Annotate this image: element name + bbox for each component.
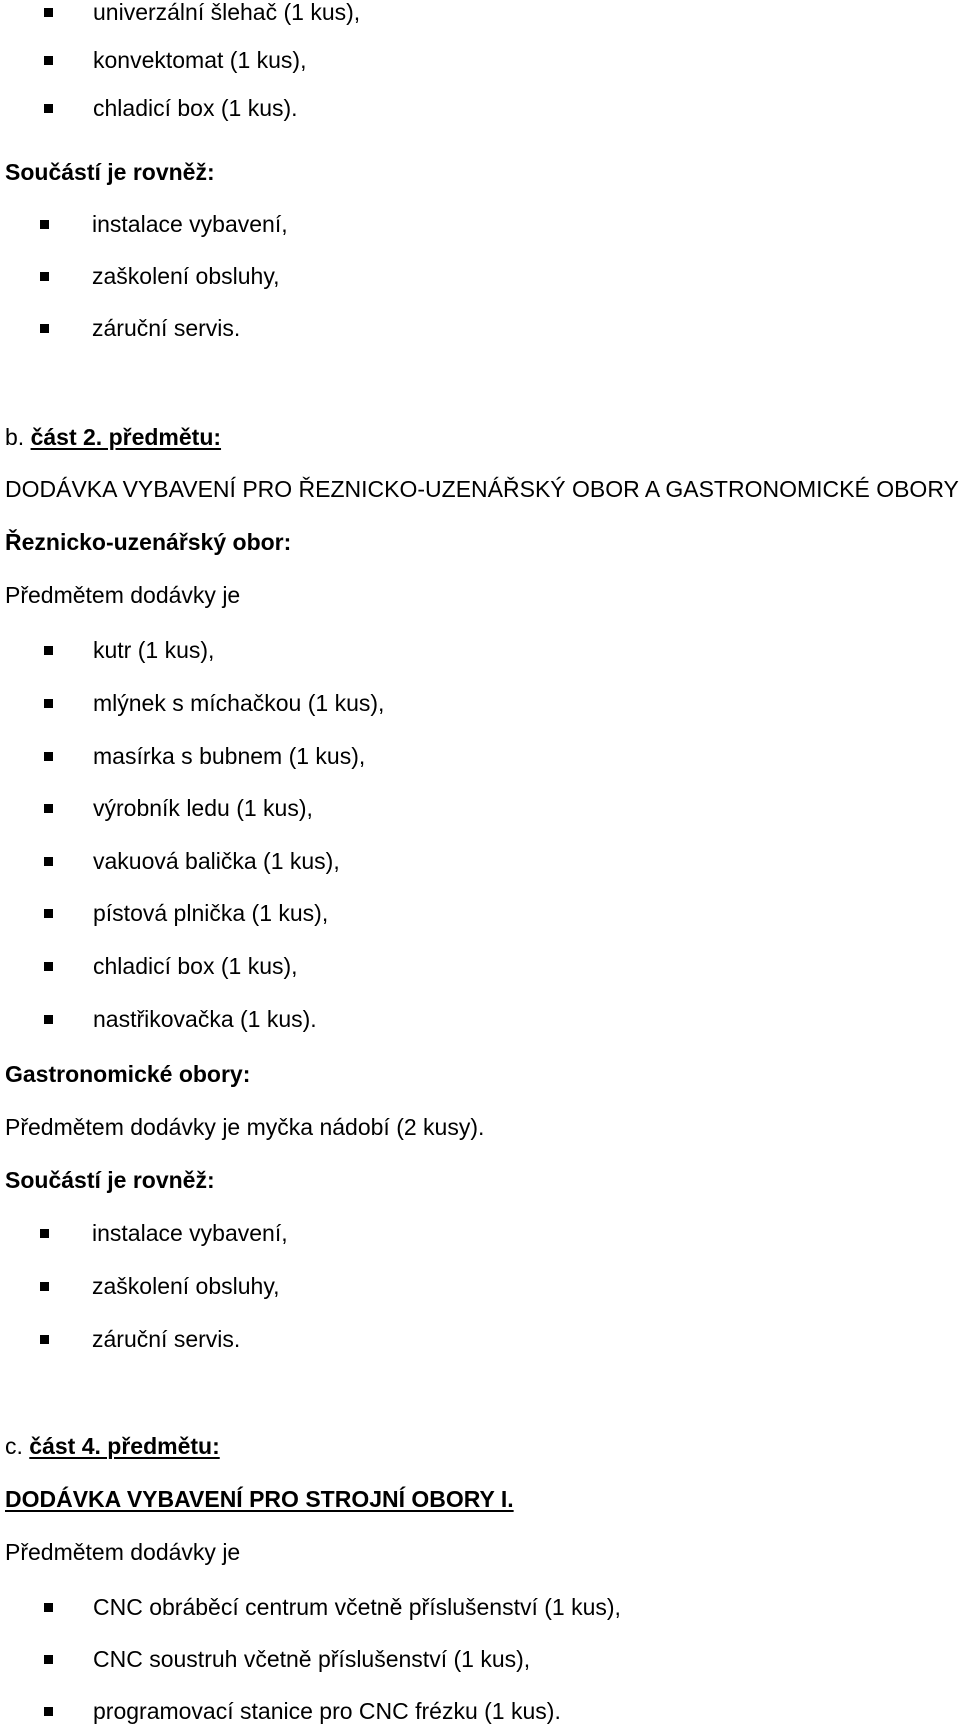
square-bullet-icon	[44, 857, 53, 866]
section-heading: Součástí je rovněž:	[5, 159, 215, 185]
part-b-title: DODÁVKA VYBAVENÍ PRO ŘEZNICKO-UZENÁŘSKÝ OBOR A GASTRONOMICKÉ OBORY	[5, 476, 959, 502]
subsection-heading: Gastronomické obory:	[5, 1061, 251, 1087]
part-letter: b.	[5, 424, 25, 450]
square-bullet-icon	[44, 56, 53, 65]
square-bullet-icon	[40, 1282, 49, 1291]
intro-text: Předmětem dodávky je	[5, 582, 241, 608]
square-bullet-icon	[44, 646, 53, 655]
part-letter: c.	[5, 1433, 23, 1459]
square-bullet-icon	[40, 324, 49, 333]
square-bullet-icon	[44, 1655, 53, 1664]
section-heading: Součástí je rovněž:	[5, 1167, 215, 1193]
square-bullet-icon	[40, 1335, 49, 1344]
square-bullet-icon	[44, 1707, 53, 1716]
square-bullet-icon	[40, 272, 49, 281]
square-bullet-icon	[44, 909, 53, 918]
square-bullet-icon	[44, 804, 53, 813]
intro-text: Předmětem dodávky je	[5, 1539, 241, 1565]
square-bullet-icon	[44, 104, 53, 113]
square-bullet-icon	[44, 8, 53, 17]
part-label: část 4. předmětu:	[29, 1433, 220, 1459]
square-bullet-icon	[40, 1229, 49, 1238]
square-bullet-icon	[44, 752, 53, 761]
part-b-heading	[5, 423, 221, 451]
part-c-heading	[5, 1432, 220, 1460]
square-bullet-icon	[44, 962, 53, 971]
body-text: Předmětem dodávky je myčka nádobí (2 kusy).	[5, 1114, 485, 1140]
part-label: část 2. předmětu:	[30, 424, 222, 450]
subsection-heading: Řeznicko-uzenářský obor:	[5, 529, 292, 555]
square-bullet-icon	[40, 220, 49, 229]
square-bullet-icon	[44, 699, 53, 708]
part-c-title: DODÁVKA VYBAVENÍ PRO STROJNÍ OBORY I.	[5, 1486, 514, 1512]
square-bullet-icon	[44, 1603, 53, 1612]
square-bullet-icon	[44, 1015, 53, 1024]
